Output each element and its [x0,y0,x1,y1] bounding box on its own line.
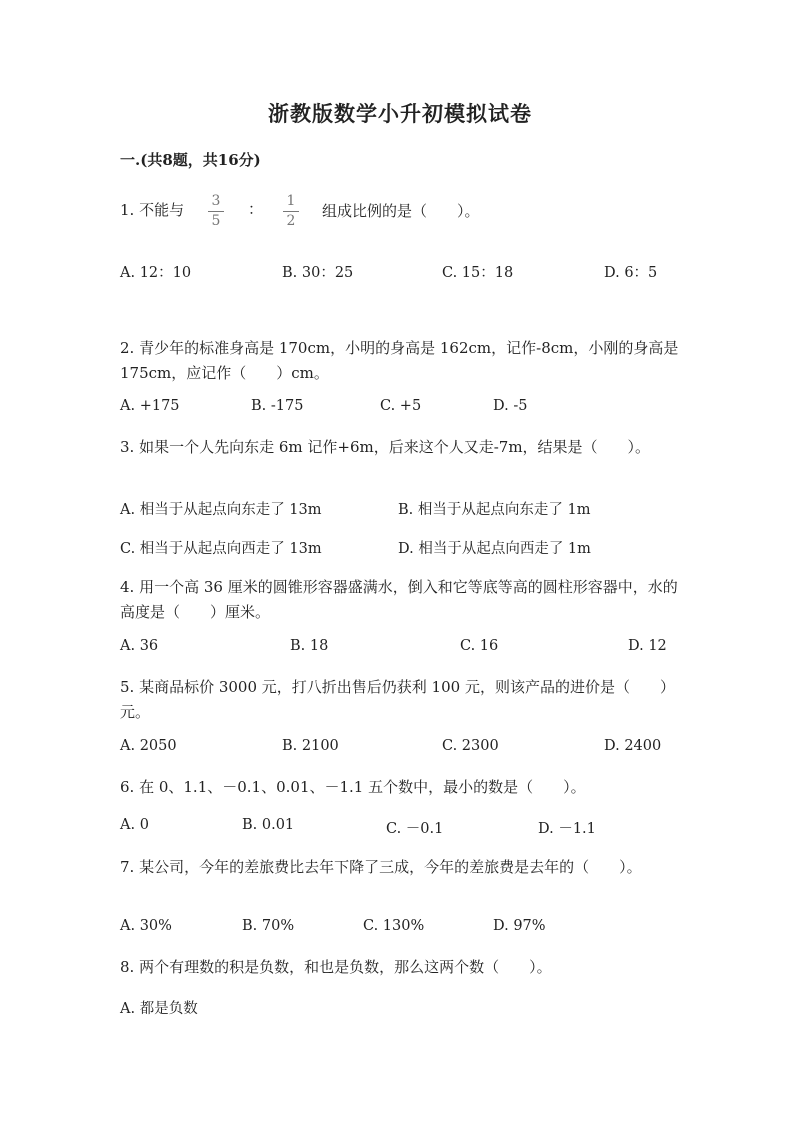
q7-option-b[interactable]: B. 70% [242,918,295,934]
q7-option-c[interactable]: C. 130% [363,918,425,934]
exam-title: 浙教版数学小升初模拟试卷 [268,101,532,126]
fraction-denominator: 2 [286,213,296,229]
q3-option-c[interactable]: C. 相当于从起点向西走了 13m [120,541,322,557]
question-1-suffix: 组成比例的是（ ）。 [322,202,480,220]
q7-option-a[interactable]: A. 30% [120,918,172,934]
question-5: 5. 某商品标价 3000 元，打八折出售后仍获利 100 元，则该产品的进价是（ ）元。 [120,678,675,721]
question-2: 2. 青少年的标准身高是 170cm，小明的身高是 162cm，记作-8cm，小刚的身高是 175cm，应记作（ ）cm。 [120,339,679,382]
q3-option-b[interactable]: B. 相当于从起点向东走了 1m [398,502,591,518]
q6-option-c[interactable]: C. －0.1 [386,821,444,837]
fraction-bar [208,211,224,212]
q5-option-b[interactable]: B. 2100 [282,738,339,754]
question-1-prefix: 1. 不能与 [120,201,185,219]
q5-option-a[interactable]: A. 2050 [120,738,177,754]
q6-option-d[interactable]: D. －1.1 [538,821,596,837]
ratio-colon: ： [248,200,264,218]
q2-option-b[interactable]: B. -175 [251,398,304,414]
fraction-numerator: 3 [211,193,221,209]
q2-option-a[interactable]: A. +175 [120,398,180,414]
q4-option-a[interactable]: A. 36 [120,638,159,654]
q5-option-c[interactable]: C. 2300 [442,738,499,754]
question-8: 8. 两个有理数的积是负数，和也是负数，那么这两个数（ ）。 [120,958,552,976]
question-4: 4. 用一个高 36 厘米的圆锥形容器盛满水，倒入和它等底等高的圆柱形容器中，水的高度是（ ）厘米。 [120,578,678,621]
fraction-denominator: 5 [211,213,221,229]
q4-option-c[interactable]: C. 16 [460,638,499,654]
fraction-numerator: 1 [286,193,296,209]
q2-option-c[interactable]: C. +5 [380,398,422,414]
q1-option-c[interactable]: C. 15：18 [442,265,514,281]
q3-option-a[interactable]: A. 相当于从起点向东走了 13m [120,502,322,518]
section-heading: 一.(共8题，共16分) [120,151,261,169]
question-6: 6. 在 0、1.1、－0.1、0.01、－1.1 五个数中，最小的数是（ ）。 [120,778,586,796]
q6-option-a[interactable]: A. 0 [120,817,149,833]
q2-option-d[interactable]: D. -5 [493,398,528,414]
question-3: 3. 如果一个人先向东走 6m 记作+6m，后来这个人又走-7m，结果是（ ）。 [120,438,651,456]
q5-option-d[interactable]: D. 2400 [604,738,662,754]
fraction-one-half [283,193,299,230]
q6-option-b[interactable]: B. 0.01 [242,817,295,833]
q4-option-b[interactable]: B. 18 [290,638,329,654]
fraction-three-fifths [208,193,224,230]
q4-option-d[interactable]: D. 12 [628,638,667,654]
q7-option-d[interactable]: D. 97% [493,918,546,934]
q1-option-a[interactable]: A. 12：10 [120,265,192,281]
q1-option-b[interactable]: B. 30：25 [282,265,354,281]
question-7: 7. 某公司，今年的差旅费比去年下降了三成，今年的差旅费是去年的（ ）。 [120,858,642,876]
q8-option-a[interactable]: A. 都是负数 [120,1001,198,1017]
fraction-bar [283,211,299,212]
q1-option-d[interactable]: D. 6：5 [604,265,658,281]
q3-option-d[interactable]: D. 相当于从起点向西走了 1m [398,541,591,557]
